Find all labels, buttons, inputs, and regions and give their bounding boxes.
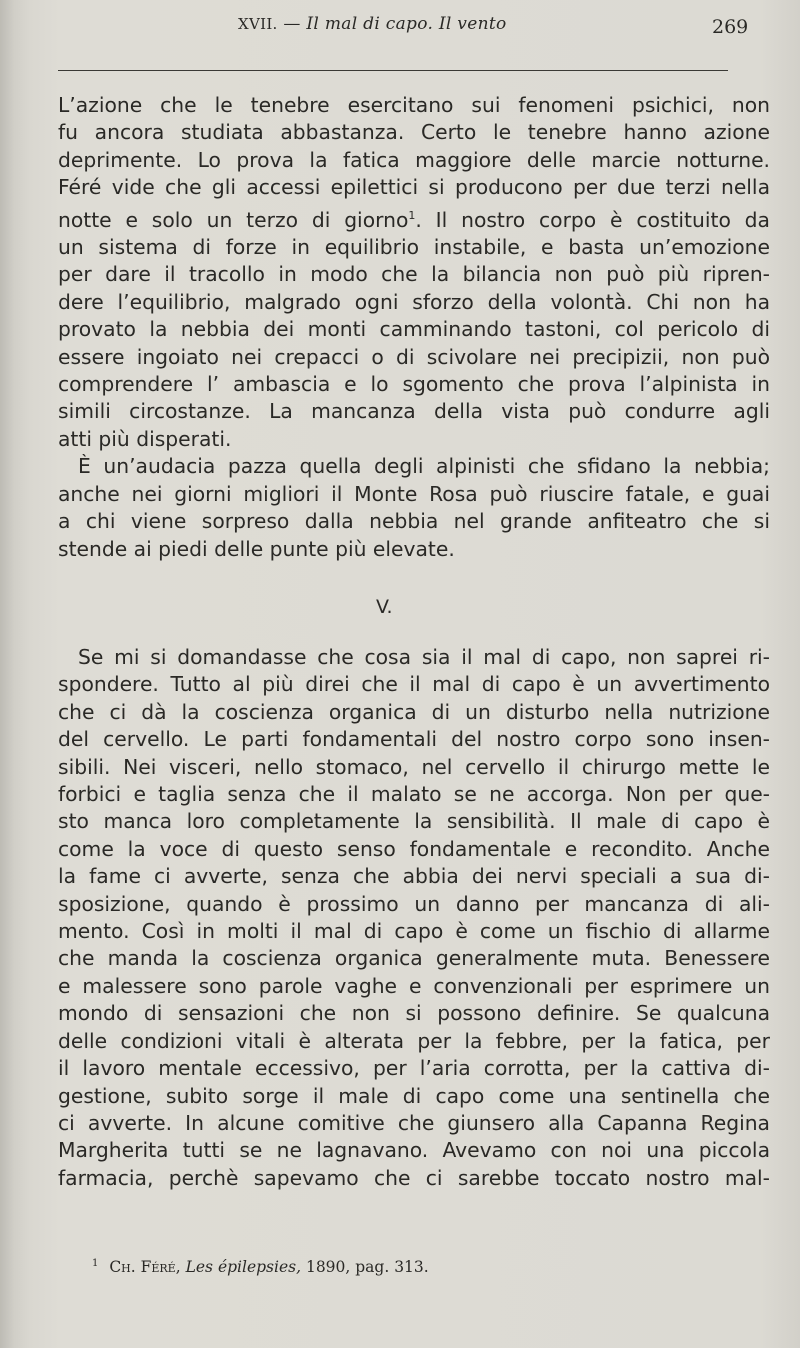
text-line: deprimente. Lo prova la fatica maggiore delle marcie notturne.	[58, 147, 770, 172]
page-number: 269	[712, 16, 749, 38]
text-block-bottom	[58, 644, 770, 1192]
footnote-author: Ch. Féré,	[109, 1258, 181, 1276]
text-line: ci avverte. In alcune comitive che giunsero alla Capanna Regina	[58, 1110, 770, 1135]
chapter-number: XVII.	[238, 15, 278, 33]
header-rule	[58, 70, 728, 71]
text-line: che manda la coscienza organica generalmente muta. Benessere	[58, 946, 770, 971]
text-line: spondere. Tutto al più direi che il mal di capo è un avvertimento	[58, 672, 770, 697]
footnote-marker: 1	[92, 1258, 99, 1269]
running-title	[238, 14, 506, 34]
text-line: forbici e taglia senza che il malato se ne accorga. Non per que-	[58, 782, 770, 807]
text-segment: notte e solo un terzo di giorno	[58, 207, 409, 232]
text-line: mento. Così in molti il mal di capo è come un fischio di allarme	[58, 919, 770, 944]
text-line: Margherita tutti se ne lagnavano. Avevamo con noi una piccola	[58, 1138, 770, 1163]
text-line: e malessere sono parole vaghe e convenzionali per esprimere un	[58, 973, 770, 998]
footnote-reference: 1	[408, 208, 416, 222]
footnote	[92, 1258, 429, 1276]
text-line: essere ingoiato nei crepacci o di scivolare nei precipizii, non può	[58, 344, 770, 369]
header-dash: —	[283, 14, 301, 34]
text-line: dere l’equilibrio, malgrado ogni sforzo della volontà. Chi non ha	[58, 289, 770, 314]
text-line: comprendere l’ ambascia e lo sgomento che prova l’alpinista in	[58, 372, 770, 397]
chapter-title: Il mal di capo. Il vento	[306, 14, 507, 34]
section-number: V.	[376, 596, 393, 618]
footnote-details: 1890, pag. 313.	[305, 1258, 429, 1276]
paragraph-1	[58, 92, 770, 453]
text-line: gestione, subito sorge il male di capo come una sentinella che	[58, 1083, 770, 1108]
page-gutter-shadow	[0, 0, 14, 1348]
text-line: sto manca loro completamente la sensibilità. Il male di capo è	[58, 809, 770, 834]
text-line: Féré vide che gli accessi epilettici si producono per due terzi nella	[58, 175, 770, 200]
running-header	[0, 6, 800, 46]
text-line: il lavoro mentale eccessivo, per l’aria corrotta, per la cattiva di-	[58, 1056, 770, 1081]
text-line-with-footnote	[58, 202, 770, 234]
text-line: stende ai piedi delle punte più elevate.	[58, 536, 455, 561]
text-segment: . Il nostro corpo è costituito da	[415, 207, 770, 232]
text-line: L’azione che le tenebre esercitano sui fenomeni psichici, non	[58, 93, 770, 117]
text-line: la fame ci avverte, senza che abbia dei nervi speciali a sua di-	[58, 864, 770, 889]
text-line: che ci dà la coscienza organica di un disturbo nella nutrizione	[58, 699, 770, 724]
text-line: farmacia, perchè sapevamo che ci sarebbe toccato nostro mal-	[58, 1165, 770, 1190]
text-line: atti più disperati.	[58, 426, 232, 451]
text-block-top	[58, 92, 770, 563]
text-line: anche nei giorni migliori il Monte Rosa può riuscire fatale, e guai	[58, 481, 770, 506]
text-line: fu ancora studiata abbastanza. Certo le tenebre hanno azione	[58, 120, 770, 145]
text-line: sposizione, quando è prossimo un danno per mancanza di ali-	[58, 891, 770, 916]
text-line: come la voce di questo senso fondamentale e recondito. Anche	[58, 836, 770, 861]
paragraph-2	[58, 453, 770, 563]
text-line: per dare il tracollo in modo che la bilancia non può più ripren-	[58, 262, 770, 287]
text-line: provato la nebbia dei monti camminando tastoni, col pericolo di	[58, 317, 770, 342]
footnote-work-title: Les épilepsies,	[185, 1258, 302, 1276]
text-line: simili circostanze. La mancanza della vista può condurre agli	[58, 399, 770, 424]
text-line: un sistema di forze in equilibrio instabile, e basta un’emozione	[58, 235, 770, 260]
text-line: a chi viene sorpreso dalla nebbia nel grande anfiteatro che si	[58, 509, 770, 534]
text-line: Se mi si domandasse che cosa sia il mal di capo, non saprei ri-	[78, 645, 770, 669]
text-line: mondo di sensazioni che non si possono definire. Se qualcuna	[58, 1001, 770, 1026]
text-line: È un’audacia pazza quella degli alpinisti che sfidano la nebbia;	[78, 454, 770, 479]
text-line: del cervello. Le parti fondamentali del nostro corpo sono insen-	[58, 727, 770, 752]
text-line: sibili. Nei visceri, nello stomaco, nel cervello il chirurgo mette le	[58, 754, 770, 779]
paragraph-3	[58, 644, 770, 1192]
text-line: delle condizioni vitali è alterata per la febbre, per la fatica, per	[58, 1028, 770, 1053]
